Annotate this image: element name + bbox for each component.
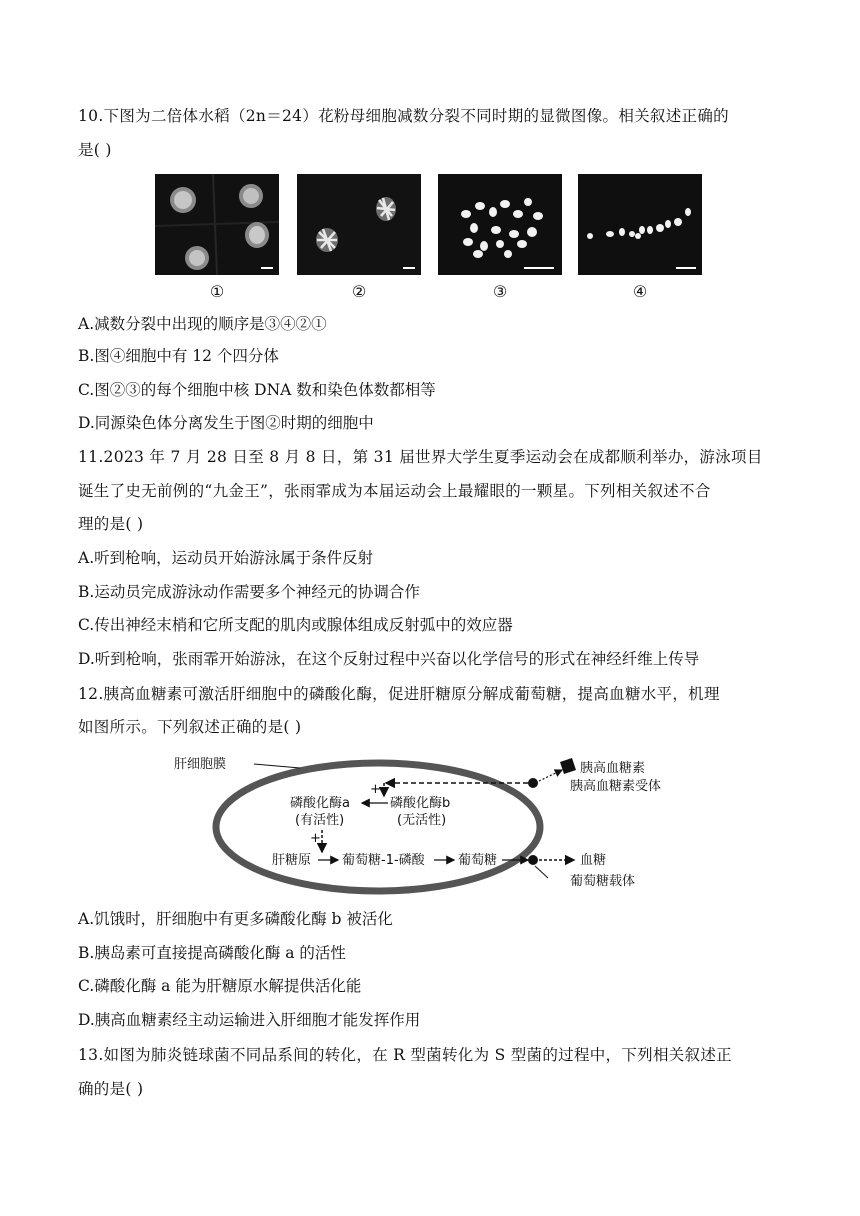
glucagon-label: 胰高血糖素 [580,761,646,776]
q12-option-a: A.饥饿时，肝细胞中有更多磷酸化酶 b 被活化 [78,910,393,928]
g1p-label: 葡萄糖-1-磷酸 [342,853,425,868]
q12-stem-line1: 12.胰高血糖素可激活肝细胞中的磷酸化酶，促进肝糖原分解成葡萄糖，提高血糖水平，机理 [78,685,720,703]
enzyme-a-note: (有活性) [295,813,345,828]
enzyme-b-note: (无活性) [397,813,447,828]
glucagon-icon [560,758,576,774]
q10-option-a: A.减数分裂中出现的顺序是③④②① [78,315,327,333]
receptor-icon [528,778,538,788]
micrograph-4 [578,174,702,275]
q12-option-c: C.磷酸化酶 a 能为肝糖原水解提供活化能 [78,977,362,995]
glucose-label: 葡萄糖 [458,853,498,868]
micrograph-1 [155,174,279,275]
q10-option-b: B.图④细胞中有 12 个四分体 [78,347,279,365]
blood-glucose-label: 血糖 [580,853,607,868]
micrograph-2 [297,174,421,275]
micrograph-row [155,174,715,276]
carrier-label: 葡萄糖载体 [570,874,636,889]
q12-option-b: B.胰岛素可直接提高磷酸化酶 a 的活性 [78,944,346,962]
enzyme-b-label: 磷酸化酶b [390,796,451,811]
receptor-label: 胰高血糖素受体 [570,779,662,794]
q11-stem-line3: 理的是( ) [78,515,144,533]
micrograph-label-3: ③ [492,282,508,301]
enzyme-a-label: 磷酸化酶a [290,796,350,811]
plus-sign-1: + [370,782,381,797]
q13-stem-line1: 13.如图为肺炎链球菌不同品系间的转化，在 R 型菌转化为 S 型菌的过程中，下列相关叙述正 [78,1046,732,1064]
glucagon-mechanism-diagram [160,750,720,898]
q11-option-d: D.听到枪响，张雨霏开始游泳，在这个反射过程中兴奋以化学信号的形式在神经纤维上传导 [78,650,700,668]
q11-option-a: A.听到枪响，运动员开始游泳属于条件反射 [78,549,374,567]
q12-option-d: D.胰高血糖素经主动运输进入肝细胞才能发挥作用 [78,1011,421,1029]
micrograph-labels [155,282,715,302]
q10-option-d: D.同源染色体分离发生于图②时期的细胞中 [78,414,374,432]
glycogen-label: 肝糖原 [272,853,312,868]
micrograph-3 [438,174,562,275]
micrograph-label-2: ② [351,282,367,301]
micrograph-label-4: ④ [632,282,648,301]
q12-stem-line2: 如图所示。下列叙述正确的是( ) [78,718,302,736]
q11-stem-line1: 11.2023 年 7 月 28 日至 8 月 8 日，第 31 届世界大学生夏季运动会在成都顺利举办，游泳项目 [78,448,763,466]
q11-stem-line2: 诞生了史无前例的“九金王”，张雨霏成为本届运动会上最耀眼的一颗星。下列相关叙述不合 [78,482,711,500]
plus-sign-2: + [310,831,321,846]
membrane-label: 肝细胞膜 [174,757,227,772]
q10-option-c: C.图②③的每个细胞中核 DNA 数和染色体数都相等 [78,381,436,399]
q10-stem-line2: 是( ) [78,141,112,159]
membrane-leader-line [254,764,300,768]
q13-stem-line2: 确的是( ) [78,1080,144,1098]
q10-stem-line1: 10.下图为二倍体水稻（2n＝24）花粉母细胞减数分裂不同时期的显微图像。相关叙述正确的 [78,107,729,125]
micrograph-label-1: ① [209,282,225,301]
q11-option-b: B.运动员完成游泳动作需要多个神经元的协调合作 [78,583,420,601]
q11-option-c: C.传出神经末梢和它所支配的肌肉或腺体组成反射弧中的效应器 [78,616,513,634]
glucose-carrier-icon [528,855,538,865]
